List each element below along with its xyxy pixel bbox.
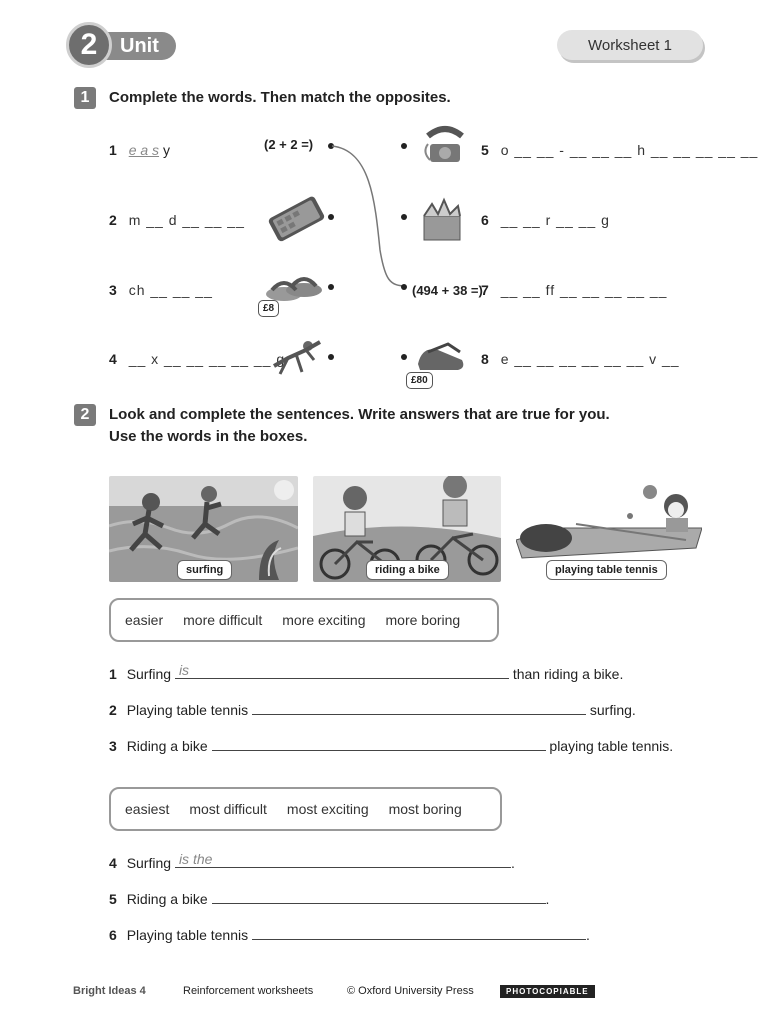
calculation-difficult: (494 + 38 =) <box>412 283 483 298</box>
word-option: more exciting <box>282 612 366 628</box>
word-option: most exciting <box>286 801 369 817</box>
mobile-phone-icon <box>264 194 328 242</box>
exercise-1-number: 1 <box>74 87 96 109</box>
item-number: 1 <box>109 142 117 158</box>
word-option: more boring <box>385 612 461 628</box>
sentence-number: 1 <box>109 666 117 682</box>
example-answer: is the <box>178 851 213 867</box>
sentence-6 <box>109 925 590 943</box>
messy-box-icon <box>418 192 466 244</box>
ex1-item-4[interactable] <box>109 351 285 367</box>
match-dot[interactable] <box>401 143 407 149</box>
word-blank: m __ d __ __ __ <box>128 212 245 228</box>
answer-line[interactable] <box>212 889 546 904</box>
sentence-start: Surfing <box>126 666 172 682</box>
word-option: most difficult <box>189 801 267 817</box>
example-answer: e a s <box>128 142 160 158</box>
footer-series: Reinforcement worksheets <box>183 985 314 997</box>
unit-number: 2 <box>66 22 112 68</box>
match-dot[interactable] <box>401 284 407 290</box>
caption-riding-a-bike: riding a bike <box>366 560 449 580</box>
example-answer: is <box>178 662 190 678</box>
match-dot[interactable] <box>401 214 407 220</box>
sentence-2 <box>109 700 636 718</box>
word-box-superlatives <box>109 787 502 831</box>
match-dot[interactable] <box>328 354 334 360</box>
sentence-start: Playing table tennis <box>126 702 249 718</box>
sentence-end: playing table tennis. <box>549 738 674 754</box>
sentence-number: 5 <box>109 891 117 907</box>
unit-label: Unit <box>120 35 159 57</box>
item-number: 6 <box>481 212 489 228</box>
word-blank: o __ __ - __ __ __ h __ __ __ __ __ <box>500 142 759 158</box>
word-option: more difficult <box>183 612 263 628</box>
worksheet-label: Worksheet 1 <box>557 30 703 60</box>
sentence-4 <box>109 853 515 871</box>
sentence-end: surfing. <box>589 702 636 718</box>
sentence-end: . <box>545 891 550 907</box>
sentence-start: Surfing <box>126 855 172 871</box>
sentence-1 <box>109 664 623 682</box>
answer-line[interactable] <box>175 853 511 868</box>
sentence-end: than riding a bike. <box>512 666 624 682</box>
sentence-number: 4 <box>109 855 117 871</box>
answer-line[interactable] <box>212 736 546 751</box>
ex1-item-5[interactable] <box>481 142 758 158</box>
exercise-2-number: 2 <box>74 404 96 426</box>
word-option: most boring <box>388 801 462 817</box>
item-number: 7 <box>481 282 489 298</box>
caption-playing-table-tennis: playing table tennis <box>546 560 667 580</box>
answer-line[interactable] <box>252 925 586 940</box>
word-option: easiest <box>125 801 170 817</box>
ex1-item-3[interactable] <box>109 282 213 298</box>
ex1-item-7[interactable] <box>481 282 667 298</box>
title-line-2: Use the words in the boxes. <box>109 428 308 445</box>
word-part: y <box>162 142 170 158</box>
word-box-comparatives <box>109 598 499 642</box>
example-match-line <box>330 140 410 295</box>
item-number: 5 <box>481 142 489 158</box>
calculation-easy: (2 + 2 =) <box>264 137 314 152</box>
ex1-item-8[interactable] <box>481 351 680 367</box>
sentence-start: Riding a bike <box>126 891 208 907</box>
word-blank: __ __ ff __ __ __ __ __ <box>500 282 668 298</box>
sentence-start: Riding a bike <box>126 738 208 754</box>
sentence-end: . <box>510 855 515 871</box>
title-line-1: Look and complete the sentences. Write answers that are true for you. <box>109 406 610 423</box>
ex1-item-1 <box>109 142 170 158</box>
price-tag-sandals: £8 <box>258 300 279 317</box>
sentence-number: 2 <box>109 702 117 718</box>
sentence-5 <box>109 889 549 907</box>
item-number: 2 <box>109 212 117 228</box>
caption-surfing: surfing <box>177 560 232 580</box>
word-blank: ch __ __ __ <box>128 282 213 298</box>
footer-brand: Bright Ideas 4 <box>73 985 146 997</box>
match-dot[interactable] <box>401 354 407 360</box>
answer-line[interactable] <box>175 664 509 679</box>
old-telephone-icon <box>418 122 466 166</box>
exercise-2-title <box>109 404 610 448</box>
item-number: 8 <box>481 351 489 367</box>
item-number: 3 <box>109 282 117 298</box>
shoes-icon <box>414 336 468 376</box>
sentence-start: Playing table tennis <box>126 927 249 943</box>
ex1-item-2[interactable] <box>109 212 245 228</box>
sentence-3 <box>109 736 673 754</box>
ex1-item-6[interactable] <box>481 212 610 228</box>
word-blank: __ __ r __ __ g <box>500 212 610 228</box>
word-blank: __ x __ __ __ __ __ g <box>128 351 286 367</box>
word-option: easier <box>125 612 164 628</box>
footer-publisher: © Oxford University Press <box>347 985 474 997</box>
sentence-number: 6 <box>109 927 117 943</box>
price-tag-shoes: £80 <box>406 372 433 389</box>
skydiver-icon <box>266 336 326 380</box>
answer-line[interactable] <box>252 700 586 715</box>
sentence-number: 3 <box>109 738 117 754</box>
word-blank: e __ __ __ __ __ __ v __ <box>500 351 680 367</box>
item-number: 4 <box>109 351 117 367</box>
photocopiable-badge: PHOTOCOPIABLE <box>500 985 595 998</box>
exercise-1-title: Complete the words. Then match the opposites. <box>109 89 451 106</box>
sentence-end: . <box>586 927 590 943</box>
